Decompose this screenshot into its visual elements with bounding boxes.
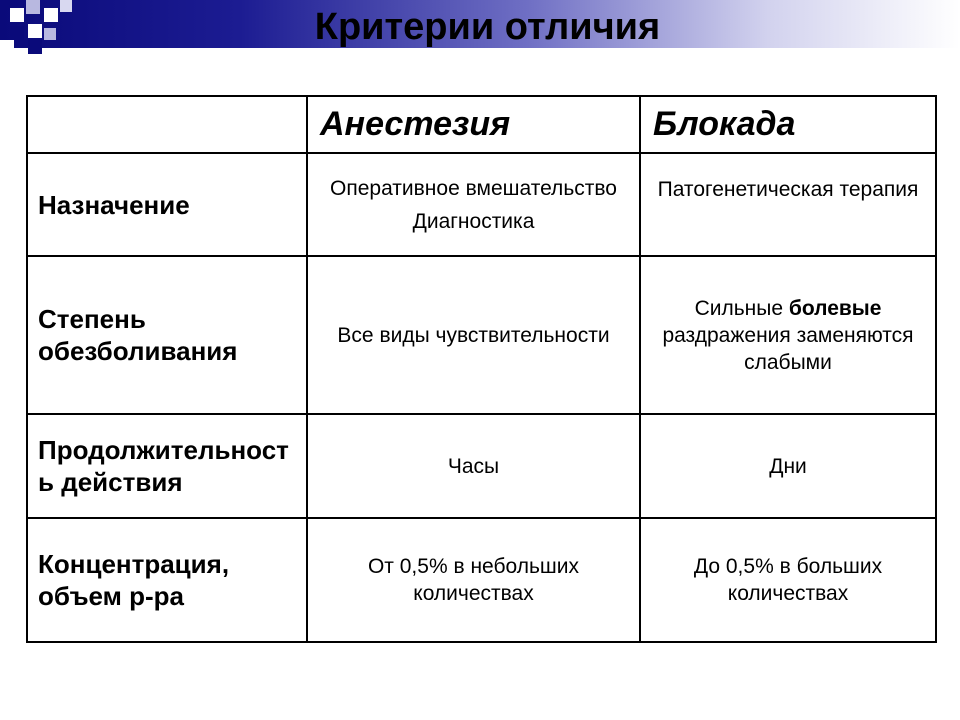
row-label-degree: Степень обезболивания [27, 256, 307, 414]
cell-anesthesia-concentration: От 0,5% в небольших количествах [307, 518, 640, 642]
table-row [27, 256, 936, 414]
row-label-duration: Продолжительность действия [27, 414, 307, 518]
table-row [27, 414, 936, 518]
page-title: Критерии отличия [314, 6, 661, 48]
table-row [27, 518, 936, 642]
comparison-table [26, 95, 937, 643]
header-blockade: Блокада [640, 96, 936, 153]
header-anesthesia: Анестезия [307, 96, 640, 153]
cell-text-bold: болевые [788, 296, 882, 320]
row-label-concentration: Концентрация, объем р-ра [27, 518, 307, 642]
cell-anesthesia-degree: Все виды чувствительности [307, 256, 640, 414]
row-label-purpose: Назначение [27, 153, 307, 256]
cell-blockade-concentration: До 0,5% в больших количествах [640, 518, 936, 642]
cell-blockade-degree [640, 256, 936, 414]
cell-text: Оперативное вмешательство [330, 176, 617, 200]
table-header-row [27, 96, 936, 153]
cell-anesthesia-duration: Часы [307, 414, 640, 518]
cell-blockade-purpose: Патогенетическая терапия [640, 153, 936, 256]
header-empty-cell [27, 96, 307, 153]
cell-blockade-duration: Дни [640, 414, 936, 518]
cell-anesthesia-purpose [307, 153, 640, 256]
cell-text: раздражения заменяются слабыми [662, 323, 914, 374]
cell-text: Сильные [694, 296, 784, 320]
table-row [27, 153, 936, 256]
cell-text: Диагностика [412, 209, 535, 233]
